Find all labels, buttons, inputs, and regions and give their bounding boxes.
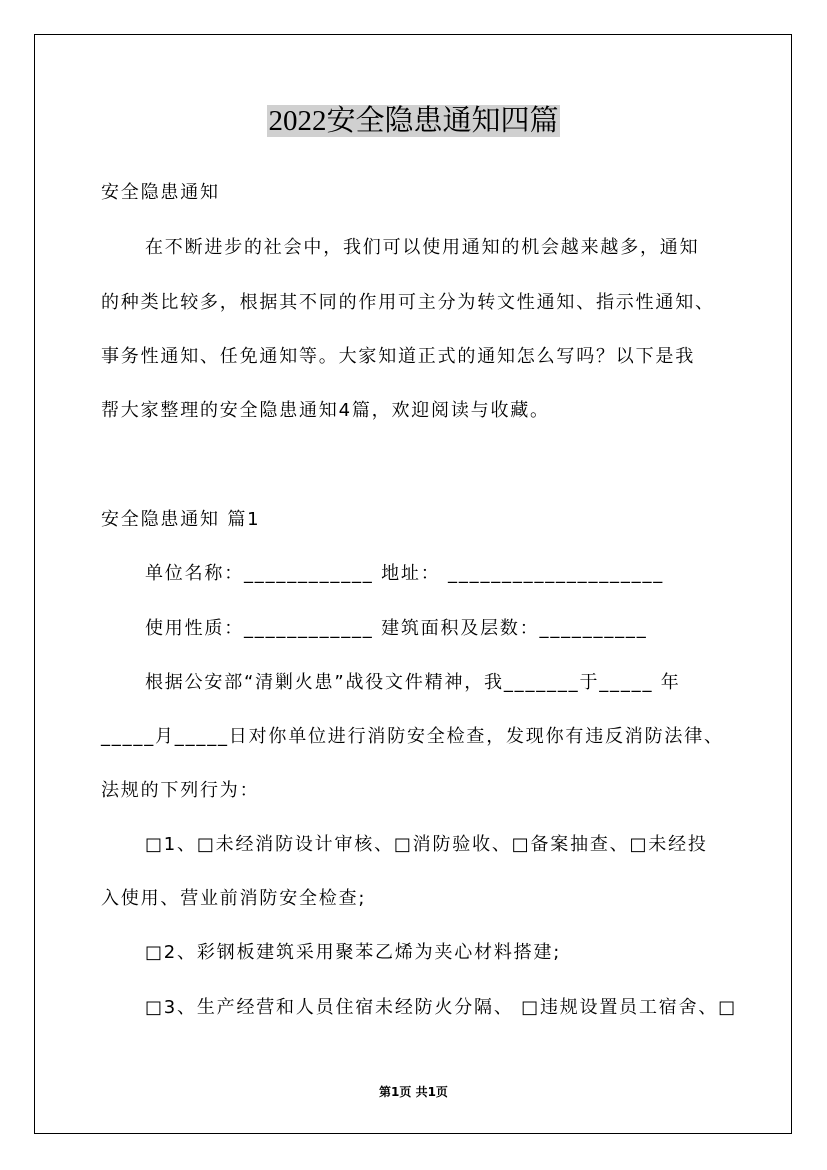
form-line: 单位名称：____________ 地址： ____________________: [145, 563, 665, 584]
section-heading: 安全隐患通知 篇1: [101, 509, 261, 530]
paragraph-line: 根据公安部“清剿火患”战役文件精神，我_______于_____ 年: [145, 672, 681, 693]
checklist-line: □1、□未经消防设计审核、□消防验收、□备案抽查、□未经投: [145, 834, 708, 855]
form-line: 使用性质：____________ 建筑面积及层数：__________: [145, 618, 648, 639]
paragraph-line: 事务性通知、任免通知等。大家知道正式的通知怎么写吗？以下是我: [101, 346, 695, 367]
paragraph-line: _____月_____日对你单位进行消防安全检查，发现你有违反消防法律、: [101, 726, 724, 747]
checklist-line: □3、生产经营和人员住宿未经防火分隔、 □违规设置员工宿舍、□: [145, 997, 737, 1018]
page-number: 第1页 共1页: [379, 1085, 448, 1099]
paragraph-line: 的种类比较多，根据其不同的作用可主分为转文性通知、指示性通知、: [101, 292, 715, 313]
checklist-line: 入使用、营业前消防安全检查;: [101, 888, 367, 909]
document-title-text: 2022安全隐患通知四篇: [268, 105, 559, 137]
page-footer: [0, 1084, 827, 1100]
document-title: [0, 103, 827, 139]
paragraph-line: 法规的下列行为：: [101, 780, 260, 801]
section-heading: 安全隐患通知: [101, 182, 220, 203]
paragraph-line: 帮大家整理的安全隐患通知4篇，欢迎阅读与收藏。: [101, 400, 550, 421]
paragraph-line: 在不断进步的社会中，我们可以使用通知的机会越来越多，通知: [145, 237, 700, 258]
checklist-line: □2、彩钢板建筑采用聚苯乙烯为夹心材料搭建;: [145, 942, 562, 963]
